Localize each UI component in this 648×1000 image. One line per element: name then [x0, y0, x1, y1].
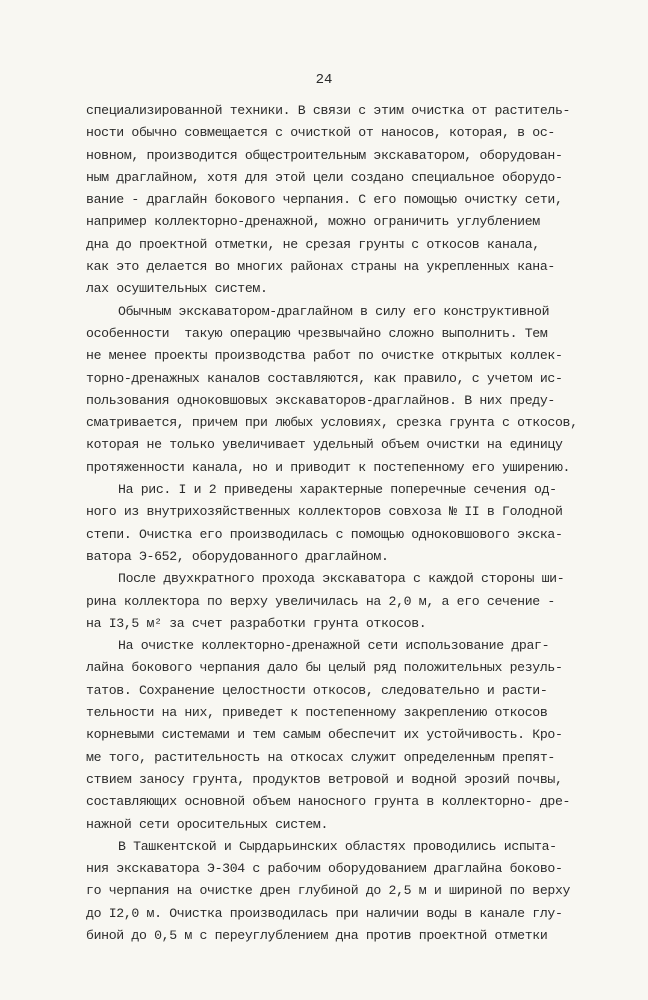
text-line: особенности такую операцию чрезвычайно сложно выполнить. Тем: [86, 325, 548, 341]
text-line: торно-дренажных каналов составляются, как правило, с учетом ис-: [86, 370, 563, 386]
text-line: ме того, растительность на откосах служит определенным препят-: [86, 749, 555, 765]
text-line: протяженности канала, но и приводит к постепенному его уширению.: [86, 459, 571, 475]
text-line: например коллекторно-дренажной, можно ограничить углублением: [86, 214, 540, 230]
text-line: новном, производится общестроительным экскаватором, оборудован-: [86, 147, 563, 163]
paragraph-first-line: В Ташкентской и Сырдарьинских областях проводились испыта-: [118, 838, 557, 854]
text-line: лайна бокового черпания дало бы целый ряд положительных резуль-: [86, 660, 563, 676]
text-line: ного из внутрихозяйственных коллекторов совхоза № II в Голодной: [86, 504, 563, 520]
text-line: дна до проектной отметки, не срезая грунты с откосов канала,: [86, 236, 540, 252]
text-line: пользования одноковшовых экскаваторов-драглайнов. В них преду-: [86, 392, 555, 408]
text-line: которая не только увеличивает удельный объем очистки на единицу: [86, 437, 563, 453]
text-line: составляющих основной объем наносного грунта в коллекторно- дре-: [86, 794, 571, 810]
text-line: не менее проекты производства работ по очистке открытых коллек-: [86, 348, 563, 364]
text-line: ния экскаватора Э-304 с рабочим оборудованием драглайна боково-: [86, 861, 563, 877]
text-line: на I3,5 м² за счет разработки грунта откосов.: [86, 615, 427, 631]
text-line: рина коллектора по верху увеличилась на 2,0 м, а его сечение -: [86, 593, 555, 609]
text-line: степи. Очистка его производилась с помощью одноковшового экска-: [86, 526, 563, 542]
text-line: лах осушительных систем.: [86, 281, 268, 297]
text-line: как это делается во многих районах страны на укрепленных кана-: [86, 259, 555, 275]
paragraph-first-line: На очистке коллекторно-дренажной сети использование драг-: [118, 638, 550, 654]
text-line: тельности на них, приведет к постепенному закреплению откосов: [86, 705, 548, 721]
page-number: 24: [315, 72, 333, 88]
text-line: биной до 0,5 м с переуглублением дна против проектной отметки: [86, 927, 548, 943]
paragraph-first-line: Обычным экскаватором-драглайном в силу его конструктивной: [118, 303, 550, 319]
text-line: ствием заносу грунта, продуктов ветровой и водной эрозий почвы,: [86, 771, 563, 787]
text-line: вание - драглайн бокового черпания. С его помощью очистку сети,: [86, 192, 563, 208]
paragraph-first-line: После двухкратного прохода экскаватора с каждой стороны ши-: [118, 571, 565, 587]
text-line: до I2,0 м. Очистка производилась при наличии воды в канале глу-: [86, 905, 563, 921]
paragraph-first-line: На рис. I и 2 приведены характерные поперечные сечения од-: [118, 482, 557, 498]
text-line: ности обычно совмещается с очисткой от наносов, которая, в ос-: [86, 125, 555, 141]
text-line: ным драглайном, хотя для этой цели создано специальное оборудо-: [86, 169, 563, 185]
text-line: специализированной техники. В связи с этим очистка от раститель-: [86, 103, 571, 118]
text-line: ватора Э-652, оборудованного драглайном.: [86, 548, 389, 564]
text-line: корневыми системами и тем самым обеспечит их устойчивость. Кро-: [86, 727, 563, 743]
text-line: татов. Сохранение целостности откосов, следовательно и расти-: [86, 682, 548, 698]
text-line: сматривается, причем при любых условиях, срезка грунта с откосов,: [86, 415, 578, 431]
text-line: нажной сети оросительных систем.: [86, 816, 329, 832]
body-text: [86, 100, 586, 947]
text-line: го черпания на очистке дрен глубиной до 2,5 м и шириной по верху: [86, 883, 571, 899]
